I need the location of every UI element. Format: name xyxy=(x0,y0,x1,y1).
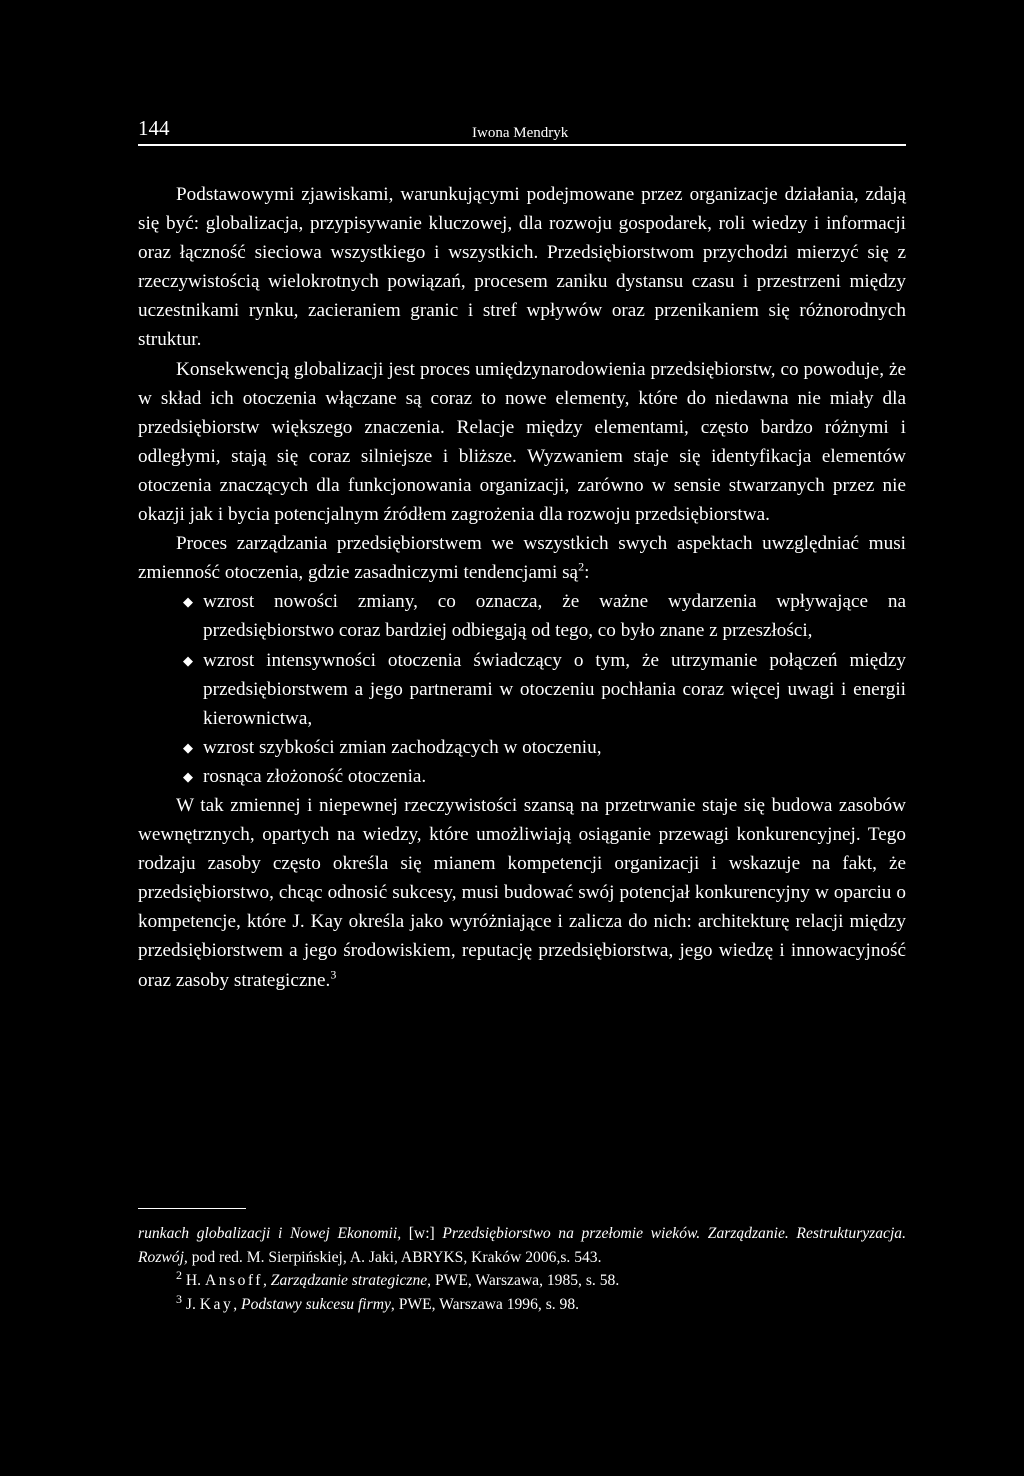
footnote-1-continued xyxy=(138,1222,906,1269)
footnote-number: 3 xyxy=(176,1291,182,1306)
paragraph-text: Proces zarządzania przedsiębiorstwem we wszystkich swych aspektach uwzględniać musi zmienność otoczenia, gdzie zasadniczymi tendencjami są xyxy=(138,533,906,584)
footnote-text: , xyxy=(263,1272,271,1289)
footnote-title: Zarządzanie strategiczne xyxy=(270,1272,428,1289)
footnote-3 xyxy=(138,1293,906,1317)
paragraph-text: W tak zmiennej i niepewnej rzeczywistości szansą na przetrwanie staje się budowa zasobów wewnętrznych, opartych na wiedzy, które umożliwiają osiąganie przewagi konkurencyjnej. Tego rodzaju zasoby często określa się mianem kompetencji organizacji i wskazuje na fakt, że przedsiębiorstwo, chcąc odnosić sukcesy, musi budować swój potencjał konkurencyjny w oparciu o kompetencje, które J. Kay określa jako wyróżniające i zalicza do nich: architekturę relacji między przedsiębiorstwem a jego środowiskiem, reputację przedsiębiorstwa, jego wiedzę i innowacyjność oraz zasoby strategiczne. xyxy=(138,794,906,991)
footnote-text: , PWE, Warszawa, 1985, s. 58. xyxy=(427,1272,620,1289)
footnote-2 xyxy=(138,1269,906,1293)
paragraph-internationalization: Konsekwencją globalizacji jest proces umiędzynarodowienia przedsiębiorstw, co powoduje, że w skład ich otoczenia włączane są coraz to nowe elementy, które do niedawna nie miały dla przedsiębiorstw większego znaczenia. Relacje między elementami, często bardzo różnymi i odległymi, stają się coraz silniejsze i bliższe. Wyzwaniem staje się identyfikacja elementów otoczenia znaczących dla funkcjonowania organizacji, zarówno w sensie stwarzanych przez nie okazji jak i bycia potencjalnym źródłem zagrożenia dla rozwoju przedsiębiorstwa. xyxy=(138,358,906,526)
bullet-diamond-icon: ◆ xyxy=(183,594,193,610)
footnote-italic: Przedsiębiorstwo na przełomie wieków. Zarządzanie. Restrukturyzacja. Rozwój, xyxy=(138,1225,906,1266)
running-header xyxy=(138,114,906,146)
list-item xyxy=(183,762,906,791)
footnote-text: , xyxy=(233,1295,242,1313)
bullet-diamond-icon: ◆ xyxy=(183,739,193,755)
footnote-text: H. xyxy=(182,1272,205,1289)
footnote-text: , PWE, Warszawa 1996, s. 98. xyxy=(390,1295,580,1313)
bullet-diamond-icon: ◆ xyxy=(183,652,193,668)
footnotes xyxy=(138,1222,906,1316)
footnote-ref-3: 3 xyxy=(330,967,337,982)
footnote-author: Ansoff xyxy=(204,1272,263,1289)
footnote-italic: runkach globalizacji i Nowej Ekonomii, xyxy=(138,1225,402,1242)
footnote-text: pod red. M. Sierpińskiej, A. Jaki, ABRYKS, Kraków 2006,s. 543. xyxy=(187,1248,602,1266)
paragraph-end: : xyxy=(584,562,590,584)
footnote-text: [w:] xyxy=(401,1225,443,1242)
paragraph-management-process xyxy=(138,529,906,587)
list-item xyxy=(183,646,906,733)
list-item-text: rosnąca złożoność otoczenia. xyxy=(203,765,427,787)
footnote-number: 2 xyxy=(176,1267,182,1282)
footnote-author: Kay xyxy=(199,1295,234,1313)
list-item-text: wzrost nowości zmiany, co oznacza, że ważne wydarzenia wpływające na przedsiębiorstwo coraz bardziej odbiegają od tego, co było znane z przeszłości, xyxy=(203,591,906,642)
paragraph-competences xyxy=(138,791,906,995)
main-text xyxy=(138,180,906,995)
running-author: Iwona Mendryk xyxy=(472,125,569,141)
footnote-separator xyxy=(138,1208,246,1209)
list-item-text: wzrost intensywności otoczenia świadczący o tym, że utrzymanie połączeń między przedsiębiorstwem a jego partnerami w otoczeniu pochłania coraz więcej uwagi i energii kierownictwa, xyxy=(203,649,906,729)
bullet-diamond-icon: ◆ xyxy=(183,768,193,784)
paragraph-globalization: Podstawowymi zjawiskami, warunkującymi podejmowane przez organizacje działania, zdają się być: globalizacja, przypisywanie kluczowej, dla rozwoju gospodarek, roli wiedzy i informacji oraz łączność sieciowa wszystkiego i wszystkich. Przedsiębiorstwom przychodzi mierzyć się z rzeczywistością wielokrotnych powiązań, procesem zaniku dystansu czasu i przestrzeni między uczestnikami rynku, zacieraniem granic i stref wpływów oraz przenikaniem się różnorodnych struktur. xyxy=(138,184,906,351)
footnote-title: Podstawy sukcesu firmy xyxy=(241,1295,391,1313)
footnote-text: J. xyxy=(182,1295,200,1313)
list-item xyxy=(183,733,906,762)
page-number: 144 xyxy=(138,116,170,140)
tendencies-list xyxy=(138,587,906,791)
list-item xyxy=(183,587,906,645)
footnote-ref-2: 2 xyxy=(578,559,585,574)
list-item-text: wzrost szybkości zmian zachodzących w otoczeniu, xyxy=(203,736,602,758)
